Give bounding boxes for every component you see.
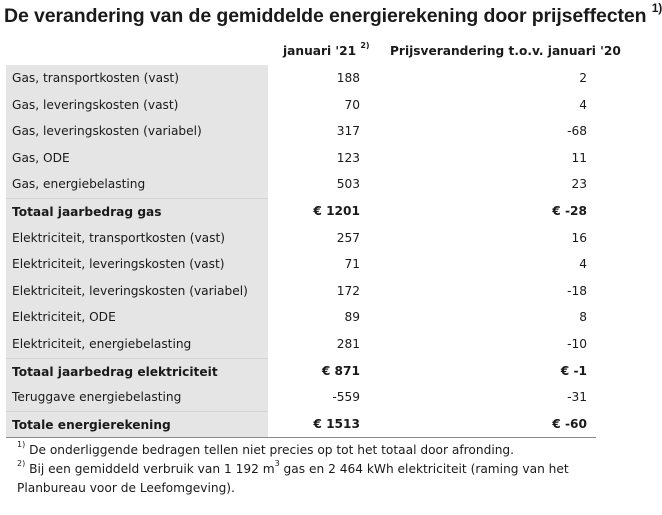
row-label: Elektriciteit, transportkosten (vast) bbox=[6, 225, 268, 252]
table-row bbox=[6, 145, 596, 172]
row-label: Gas, ODE bbox=[6, 145, 268, 172]
table-row bbox=[6, 225, 596, 252]
row-label: Totaal jaarbedrag elektriciteit bbox=[6, 358, 268, 385]
table-row bbox=[6, 304, 596, 331]
table-row-total-energy-bill bbox=[6, 411, 596, 438]
table-row bbox=[6, 384, 596, 411]
row-value-price-change: -18 bbox=[567, 283, 587, 298]
title-text: De verandering van de gemiddelde energierekening door prijseffecten bbox=[4, 5, 647, 27]
row-value-price-change: 11 bbox=[571, 150, 587, 165]
row-value-january-21: 123 bbox=[336, 150, 360, 165]
footnotes bbox=[17, 441, 595, 498]
row-label: Gas, leveringskosten (variabel) bbox=[6, 118, 268, 145]
row-value-price-change: € -60 bbox=[552, 416, 587, 431]
table-row bbox=[6, 278, 596, 305]
row-value-january-21: 89 bbox=[344, 310, 360, 325]
table-row-total-electricity bbox=[6, 358, 596, 385]
row-value-january-21: 503 bbox=[336, 177, 360, 192]
row-value-january-21: € 1201 bbox=[313, 203, 360, 218]
row-label: Elektriciteit, ODE bbox=[6, 304, 268, 331]
row-value-price-change: € -28 bbox=[552, 203, 587, 218]
row-value-price-change: 4 bbox=[579, 257, 587, 272]
table-row bbox=[6, 171, 596, 198]
row-value-price-change: -68 bbox=[567, 124, 587, 139]
footnote-1-text: De onderliggende bedragen tellen niet precies op tot het totaal door afronding. bbox=[25, 443, 515, 457]
title-footnote-marker: 1) bbox=[651, 0, 662, 15]
column-header-january-21 bbox=[283, 40, 370, 62]
page-title bbox=[4, 0, 662, 29]
row-label: Gas, energiebelasting bbox=[6, 171, 268, 198]
table-bottom-divider bbox=[6, 437, 596, 438]
row-value-january-21: € 871 bbox=[321, 363, 360, 378]
cost-table bbox=[6, 65, 596, 437]
row-value-january-21: -559 bbox=[332, 390, 360, 405]
table-row bbox=[6, 331, 596, 358]
footnote-2-marker: 2) bbox=[17, 458, 26, 468]
row-value-january-21: 172 bbox=[336, 283, 360, 298]
row-label: Totaal jaarbedrag gas bbox=[6, 198, 268, 225]
row-value-price-change: 16 bbox=[571, 230, 587, 245]
column-header-price-change: Prijsverandering t.o.v. januari '20 bbox=[390, 44, 621, 58]
table-row bbox=[6, 92, 596, 119]
row-label: Elektriciteit, leveringskosten (variabel) bbox=[6, 278, 268, 305]
row-label: Teruggave energiebelasting bbox=[6, 384, 268, 411]
row-value-price-change: 4 bbox=[579, 97, 587, 112]
row-value-january-21: 70 bbox=[344, 97, 360, 112]
row-value-price-change: -10 bbox=[567, 336, 587, 351]
row-value-january-21: 281 bbox=[336, 336, 360, 351]
footnote-1-marker: 1) bbox=[17, 439, 26, 449]
row-value-january-21: 71 bbox=[344, 257, 360, 272]
row-value-price-change: € -1 bbox=[560, 363, 587, 378]
table-row bbox=[6, 65, 596, 92]
row-value-price-change: 8 bbox=[579, 310, 587, 325]
table-row bbox=[6, 118, 596, 145]
row-value-january-21: € 1513 bbox=[313, 416, 360, 431]
footnote-1 bbox=[17, 441, 595, 460]
table-row bbox=[6, 251, 596, 278]
footnote-2-unit-superscript: 3 bbox=[274, 458, 280, 468]
row-value-price-change: 2 bbox=[579, 71, 587, 85]
row-value-price-change: -31 bbox=[567, 390, 587, 405]
row-value-january-21: 188 bbox=[336, 71, 360, 85]
table-row-total-gas bbox=[6, 198, 596, 225]
row-label: Elektriciteit, energiebelasting bbox=[6, 331, 268, 358]
row-label: Elektriciteit, leveringskosten (vast) bbox=[6, 251, 268, 278]
row-label: Gas, leveringskosten (vast) bbox=[6, 92, 268, 119]
row-value-price-change: 23 bbox=[571, 177, 587, 192]
row-label: Totale energierekening bbox=[6, 411, 268, 438]
row-label: Gas, transportkosten (vast) bbox=[6, 65, 268, 92]
column-header-footnote-marker: 2) bbox=[360, 40, 370, 50]
footnote-2-continued: Planbureau voor de Leefomgeving). bbox=[17, 481, 235, 495]
column-header-january-21-label: januari '21 bbox=[283, 44, 357, 58]
row-value-january-21: 317 bbox=[336, 124, 360, 139]
footnote-2-text-b: gas en 2 464 kWh elektriciteit (raming van het bbox=[279, 462, 569, 476]
footnote-2-text-a: Bij een gemiddeld verbruik van 1 192 m bbox=[25, 462, 275, 476]
row-value-january-21: 257 bbox=[336, 230, 360, 245]
footnote-2 bbox=[17, 460, 595, 479]
